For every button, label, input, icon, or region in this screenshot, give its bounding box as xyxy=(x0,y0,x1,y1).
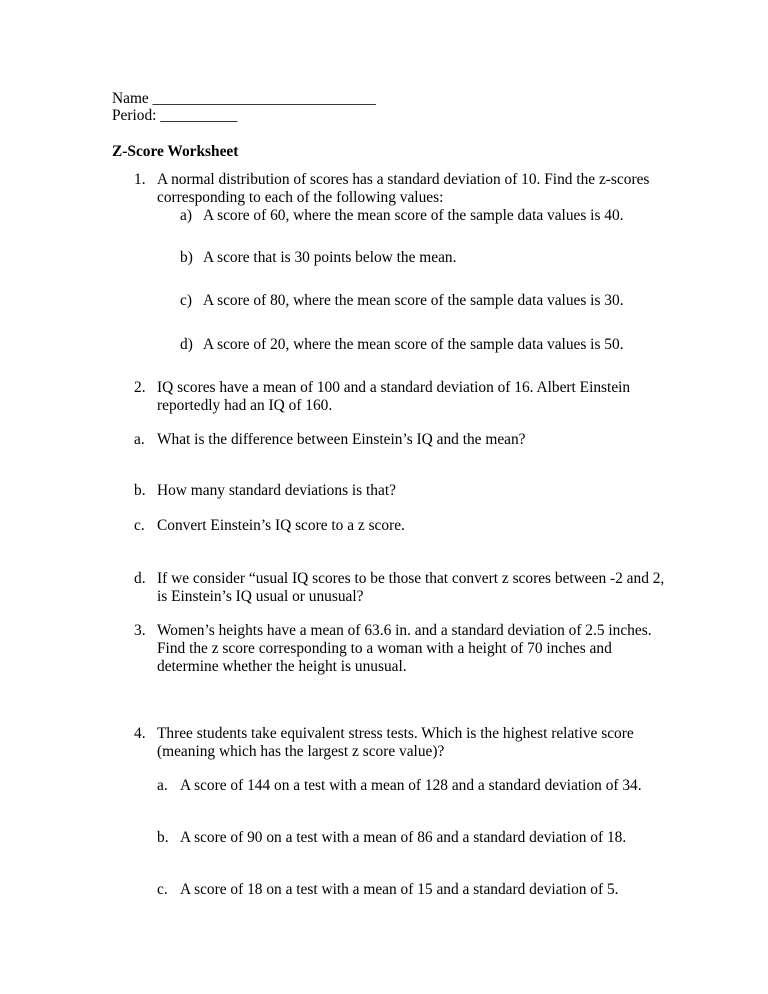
question-number: 4. xyxy=(134,725,146,742)
question-text: corresponding to each of the following values: xyxy=(157,189,444,206)
name-label: Name xyxy=(112,90,149,107)
period-field-row xyxy=(112,107,237,125)
part-label: b) xyxy=(180,249,193,266)
part-label: a) xyxy=(180,207,192,224)
part-text: What is the difference between Einstein’s IQ and the mean? xyxy=(157,431,526,448)
question-text: A normal distribution of scores has a standard deviation of 10. Find the z-scores xyxy=(157,171,650,188)
question-text: determine whether the height is unusual. xyxy=(157,658,407,675)
question-number: 2. xyxy=(134,379,146,396)
part-text: is Einstein’s IQ usual or unusual? xyxy=(157,588,364,605)
question-text: (meaning which has the largest z score value)? xyxy=(157,743,445,760)
part-label: d. xyxy=(134,570,146,587)
part-text: A score of 20, where the mean score of the sample data values is 50. xyxy=(203,336,624,353)
period-label: Period: xyxy=(112,107,157,124)
part-text: A score of 80, where the mean score of the sample data values is 30. xyxy=(203,292,624,309)
part-text: A score of 18 on a test with a mean of 15 and a standard deviation of 5. xyxy=(180,881,619,898)
part-text: How many standard deviations is that? xyxy=(157,482,396,499)
part-label: d) xyxy=(180,336,193,353)
part-text: A score of 144 on a test with a mean of 128 and a standard deviation of 34. xyxy=(180,777,642,794)
part-label: b. xyxy=(134,482,146,499)
part-text: A score of 90 on a test with a mean of 86 and a standard deviation of 18. xyxy=(180,829,627,846)
question-number: 3. xyxy=(134,622,146,639)
part-text: A score that is 30 points below the mean. xyxy=(203,249,457,266)
part-label: a. xyxy=(157,777,168,794)
question-text: Find the z score corresponding to a woman with a height of 70 inches and xyxy=(157,640,612,657)
part-label: c) xyxy=(180,292,192,309)
question-number: 1. xyxy=(134,171,146,188)
period-blank[interactable]: __________ xyxy=(160,107,238,124)
name-blank[interactable]: _____________________________ xyxy=(152,90,376,107)
part-label: c. xyxy=(134,517,145,534)
question-text: Women’s heights have a mean of 63.6 in. and a standard deviation of 2.5 inches. xyxy=(157,622,652,639)
part-text: A score of 60, where the mean score of the sample data values is 40. xyxy=(203,207,624,224)
question-text: Three students take equivalent stress tests. Which is the highest relative score xyxy=(157,725,634,742)
part-text: Convert Einstein’s IQ score to a z score. xyxy=(157,517,405,534)
part-text: If we consider “usual IQ scores to be those that convert z scores between -2 and 2, xyxy=(157,570,665,587)
question-text: IQ scores have a mean of 100 and a standard deviation of 16. Albert Einstein xyxy=(157,379,631,396)
part-label: b. xyxy=(157,829,169,846)
name-field-row xyxy=(112,90,376,108)
part-label: a. xyxy=(134,431,145,448)
question-text: reportedly had an IQ of 160. xyxy=(157,397,333,414)
part-label: c. xyxy=(157,881,168,898)
worksheet-title: Z-Score Worksheet xyxy=(112,143,239,160)
